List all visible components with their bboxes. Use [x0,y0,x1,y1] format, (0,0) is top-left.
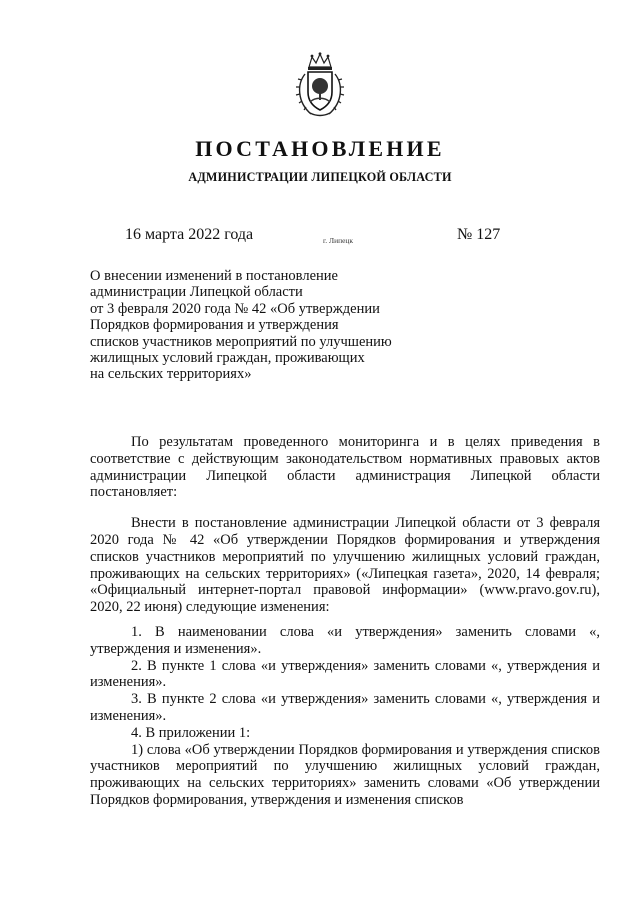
coat-of-arms-icon [293,52,347,120]
subject-line: О внесении изменений в постановление [90,268,338,284]
item-paragraph: 1. В наименовании слова «и утверждения» заменить словами «, утверждения и изменения». [90,623,600,657]
item-paragraph: 4. В приложении 1: [131,724,251,741]
subject-line: на сельских территориях» [90,366,252,383]
subject-line: от 3 февраля 2020 года № 42 «Об утверждении [90,300,380,317]
subject-line: Порядков формирования и утверждения [90,317,339,334]
item-paragraph: 2. В пункте 1 слова «и утверждения» заменить словами «, утверждения и изменения». [90,657,600,691]
preamble-paragraph: По результатам проведенного мониторинга и в целях приведения в соответствие с действующим законодательством нормативных правовых актов администрации Липецкой области администрация Липецкой области постановляет: [90,434,600,501]
item-paragraph: 3. В пункте 2 слова «и утверждения» заменить словами «, утверждения и изменения». [90,691,600,724]
intro-paragraph: Внести в постановление администрации Липецкой области от 3 февраля 2020 года № 42 «Об утверждении Порядков формирования и утверждения списков участников мероприятий по улучшению жилищных условий граждан, проживающих на сельских территориях» («Липецкая газета», 2020, 14 февраля; «Официальный интернет-портал правовой информации» (www.pravo.gov.ru), 2020, 22 июня) следующие изменения: [90,515,600,616]
subject-line: списков участников мероприятий по улучшению [90,333,392,350]
subject-line: администрации Липецкой области [90,284,303,301]
document-title: ПОСТАНОВЛЕНИЕ [195,136,445,161]
subject-line: жилищных условий граждан, проживающих [90,350,365,367]
document-body [90,434,600,809]
document-subject [90,268,430,383]
document-city: г. Липецк [323,236,354,245]
document-number: № 127 [457,226,501,243]
document-subtitle: АДМИНИСТРАЦИИ ЛИПЕЦКОЙ ОБЛАСТИ [188,170,452,184]
subitem-paragraph: 1) слова «Об утверждении Порядков формирования и утверждения списков участников мероприятий по улучшению жилищных условий граждан, проживающих на сельских территориях» заменить словами «Об утверждении Порядков формирования, утверждения и изменения списков [90,741,600,808]
document-date: 16 марта 2022 года [125,226,254,243]
